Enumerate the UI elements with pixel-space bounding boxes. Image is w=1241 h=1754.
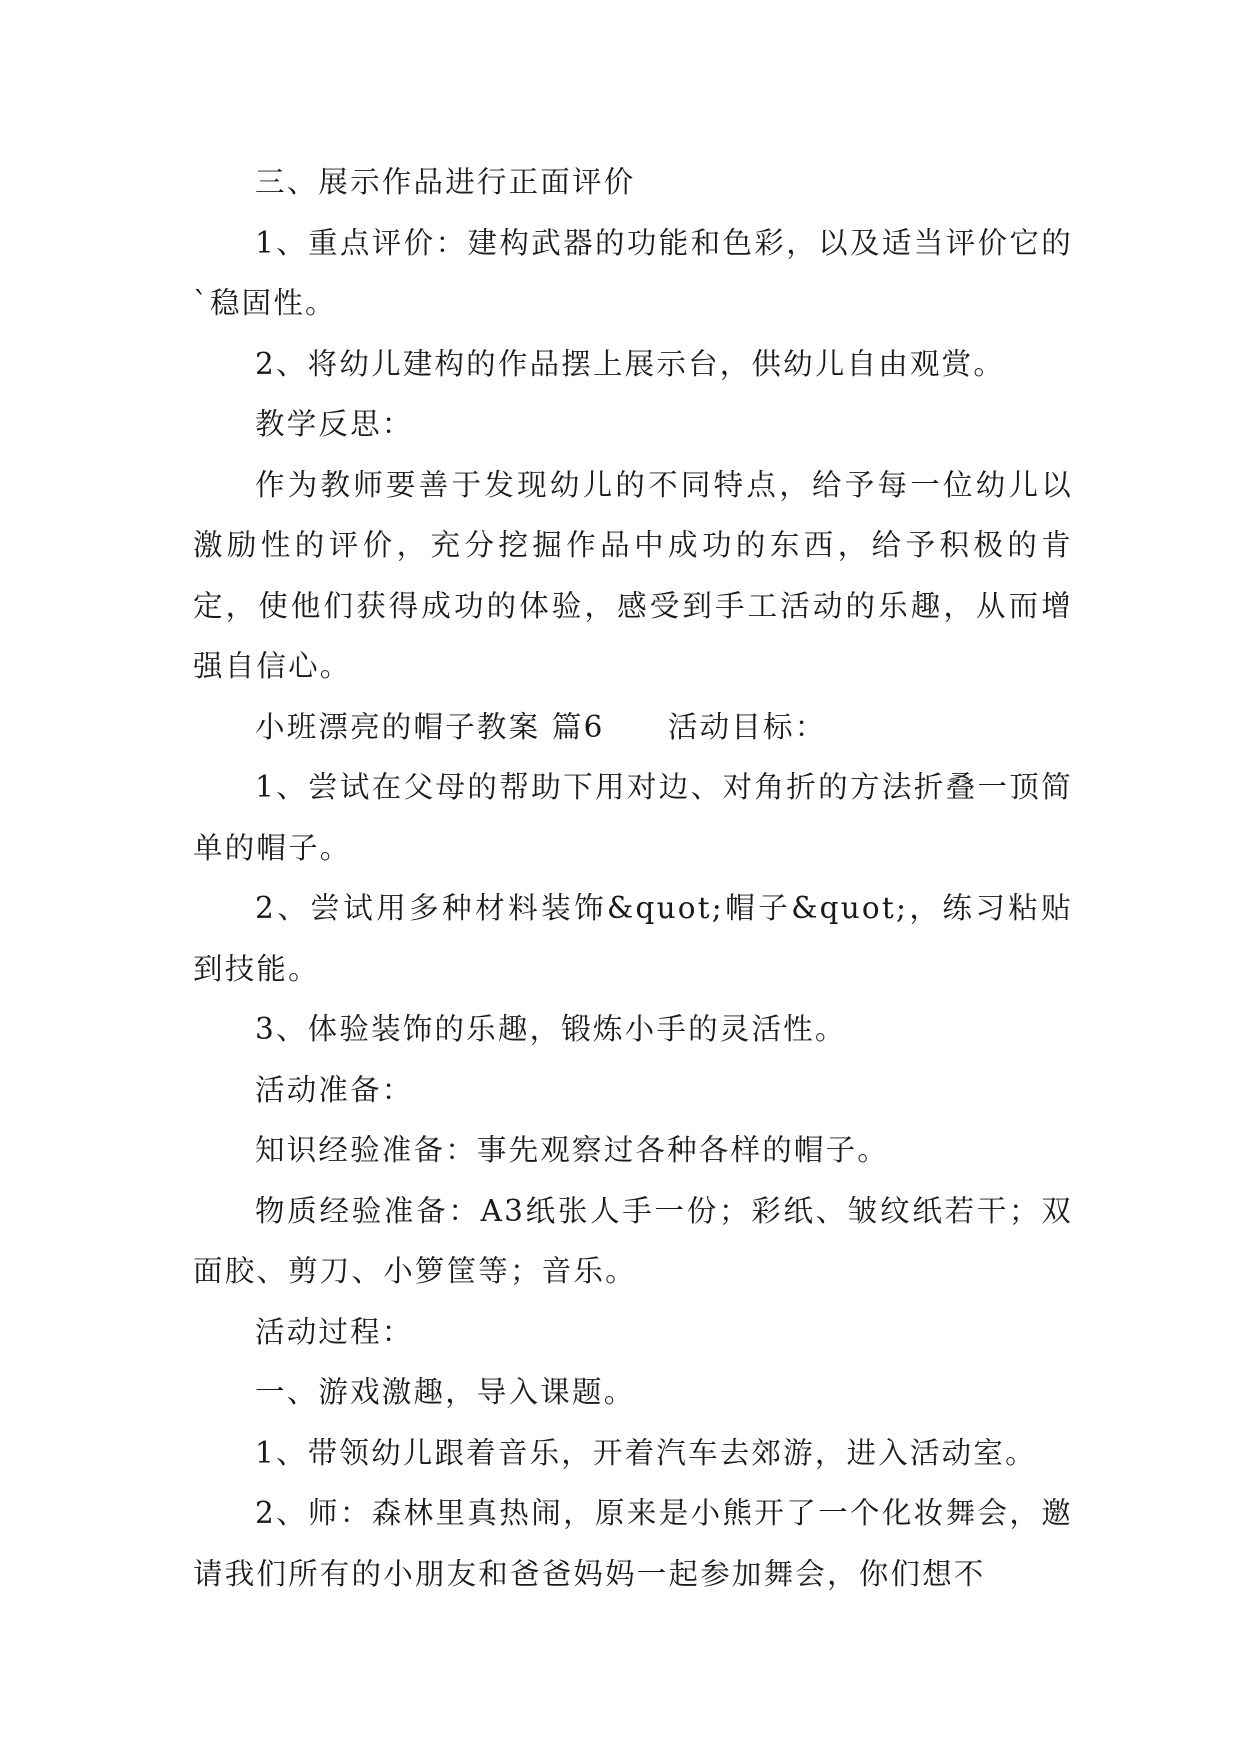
paragraph: 1、带领幼儿跟着音乐，开着汽车去郊游，进入活动室。	[255, 1435, 1037, 1470]
paragraph: 一、游戏激趣，导入课题。	[255, 1375, 636, 1409]
paragraph: 三、展示作品进行正面评价	[255, 165, 636, 199]
document-body	[193, 152, 1073, 1604]
paragraph: 2、将幼儿建构的作品摆上展示台，供幼儿自由观赏。	[255, 346, 1006, 381]
paragraph: 1、重点评价：建构武器的功能和色彩，以及适当评价它的`稳固性。	[193, 225, 1073, 320]
paragraph: 2、尝试用多种材料装饰&quot;帽子&quot;，练习粘贴到技能。	[193, 891, 1073, 986]
paragraph: 教学反思：	[255, 407, 414, 441]
paragraph: 作为教师要善于发现幼儿的不同特点，给予每一位幼儿以激励性的评价，充分挖掘作品中成功的东西，给予积极的肯定，使他们获得成功的体验，感受到手工活动的乐趣，从而增强自信心。	[193, 467, 1073, 683]
paragraph: 活动准备：	[255, 1072, 414, 1107]
paragraph: 2、师：森林里真热闹，原来是小熊开了一个化妆舞会，邀请我们所有的小朋友和爸爸妈妈一起参加舞会，你们想不	[193, 1496, 1073, 1591]
paragraph: 1、尝试在父母的帮助下用对边、对角折的方法折叠一顶简单的帽子。	[193, 770, 1073, 865]
paragraph: 物质经验准备：A3纸张人手一份；彩纸、皱纹纸若干；双面胶、剪刀、小箩筐等；音乐。	[193, 1193, 1073, 1288]
paragraph: 知识经验准备：事先观察过各种各样的帽子。	[255, 1133, 890, 1167]
paragraph: 活动过程：	[255, 1314, 414, 1349]
paragraph: 小班漂亮的帽子教案 篇6 活动目标：	[255, 709, 827, 744]
paragraph: 3、体验装饰的乐趣，锻炼小手的灵活性。	[255, 1012, 847, 1046]
